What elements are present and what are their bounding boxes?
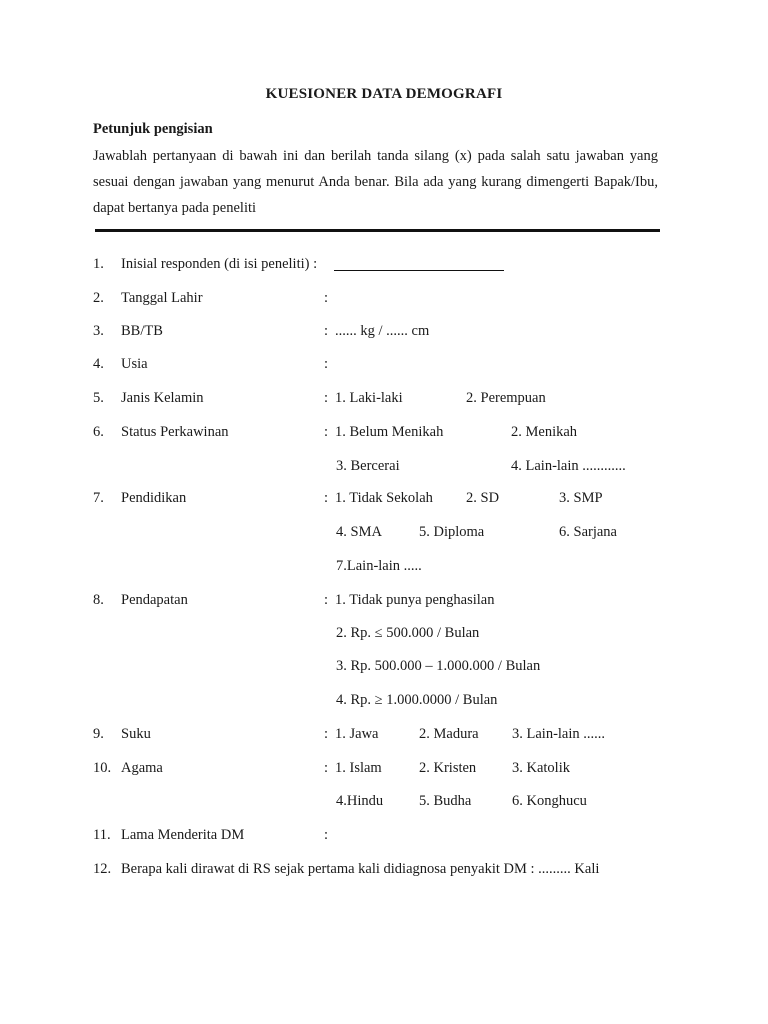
option-konghucu[interactable]: 6. Konghucu bbox=[512, 793, 587, 809]
question-number: 6. bbox=[93, 424, 104, 440]
question-number: 3. bbox=[93, 323, 104, 339]
question-label-gender: Janis Kelamin bbox=[121, 390, 204, 406]
divider-line bbox=[95, 229, 660, 232]
initials-answer-line[interactable] bbox=[334, 270, 504, 271]
option-divorced[interactable]: 3. Bercerai bbox=[336, 458, 400, 474]
page-title: KUESIONER DATA DEMOGRAFI bbox=[265, 86, 503, 102]
question-number: 9. bbox=[93, 726, 104, 742]
option-islam[interactable]: 1. Islam bbox=[335, 760, 382, 776]
question-number: 7. bbox=[93, 490, 104, 506]
option-katolik[interactable]: 3. Katolik bbox=[512, 760, 570, 776]
option-sd[interactable]: 2. SD bbox=[466, 490, 500, 506]
question-label-age: Usia bbox=[121, 356, 148, 372]
question-number: 12. bbox=[93, 861, 112, 877]
instructions-heading: Petunjuk pengisian bbox=[93, 121, 213, 137]
option-sma[interactable]: 4. SMA bbox=[336, 524, 382, 540]
question-label-birthdate: Tanggal Lahir bbox=[121, 290, 203, 306]
option-female[interactable]: 2. Perempuan bbox=[466, 390, 546, 406]
option-income-mid[interactable]: 3. Rp. 500.000 – 1.000.000 / Bulan bbox=[336, 658, 541, 674]
option-weight-height[interactable]: ...... kg / ...... cm bbox=[335, 323, 430, 339]
question-colon: : bbox=[324, 827, 329, 843]
question-number: 10. bbox=[93, 760, 112, 776]
question-label-religion: Agama bbox=[121, 760, 163, 776]
instructions-text: Jawablah pertanyaan di bawah ini dan berilah tanda silang (x) pada salah satu jawaban yang sesuai dengan jawaban yang menurut Anda benar. Bila ada yang kurang dimengerti Bapak/Ibu, dapat bertanya pada peneliti bbox=[93, 148, 658, 216]
question-colon: : bbox=[324, 760, 329, 776]
option-kristen[interactable]: 2. Kristen bbox=[419, 760, 477, 776]
question-label-ethnicity: Suku bbox=[121, 726, 151, 742]
option-education-other[interactable]: 7.Lain-lain ..... bbox=[336, 558, 422, 574]
option-married[interactable]: 2. Menikah bbox=[511, 424, 578, 440]
option-budha[interactable]: 5. Budha bbox=[419, 793, 472, 809]
question-number: 2. bbox=[93, 290, 104, 306]
option-male[interactable]: 1. Laki-laki bbox=[335, 390, 403, 406]
question-colon: : bbox=[324, 323, 329, 339]
option-income-low[interactable]: 2. Rp. ≤ 500.000 / Bulan bbox=[336, 625, 480, 641]
question-number: 11. bbox=[93, 827, 111, 843]
question-label-education: Pendidikan bbox=[121, 490, 187, 506]
question-label-initials: Inisial responden (di isi peneliti) : bbox=[121, 256, 318, 272]
question-number: 8. bbox=[93, 592, 104, 608]
question-label-income: Pendapatan bbox=[121, 592, 188, 608]
option-hindu[interactable]: 4.Hindu bbox=[336, 793, 384, 809]
question-number: 1. bbox=[93, 256, 104, 272]
question-colon: : bbox=[324, 356, 329, 372]
option-income-high[interactable]: 4. Rp. ≥ 1.000.0000 / Bulan bbox=[336, 692, 498, 708]
option-ethnicity-other[interactable]: 3. Lain-lain ...... bbox=[512, 726, 606, 742]
question-number: 5. bbox=[93, 390, 104, 406]
question-colon: : bbox=[324, 290, 329, 306]
option-sarjana[interactable]: 6. Sarjana bbox=[559, 524, 617, 540]
option-jawa[interactable]: 1. Jawa bbox=[335, 726, 379, 742]
question-colon: : bbox=[324, 592, 329, 608]
option-smp[interactable]: 3. SMP bbox=[559, 490, 603, 506]
question-label-marital-status: Status Perkawinan bbox=[121, 424, 229, 440]
option-no-school[interactable]: 1. Tidak Sekolah bbox=[335, 490, 433, 506]
question-colon: : bbox=[324, 726, 329, 742]
option-marital-other[interactable]: 4. Lain-lain ............ bbox=[511, 458, 626, 474]
question-colon: : bbox=[324, 490, 329, 506]
question-label-weight-height: BB/TB bbox=[121, 323, 163, 339]
question-colon: : bbox=[324, 390, 329, 406]
option-madura[interactable]: 2. Madura bbox=[419, 726, 479, 742]
option-no-income[interactable]: 1. Tidak punya penghasilan bbox=[335, 592, 495, 608]
question-label-dm-duration: Lama Menderita DM bbox=[121, 827, 245, 843]
question-number: 4. bbox=[93, 356, 104, 372]
option-diploma[interactable]: 5. Diploma bbox=[419, 524, 485, 540]
question-colon: : bbox=[324, 424, 329, 440]
question-label-hospitalization-count: Berapa kali dirawat di RS sejak pertama kali didiagnosa penyakit DM : ......... Kali bbox=[121, 861, 600, 877]
option-single[interactable]: 1. Belum Menikah bbox=[335, 424, 444, 440]
